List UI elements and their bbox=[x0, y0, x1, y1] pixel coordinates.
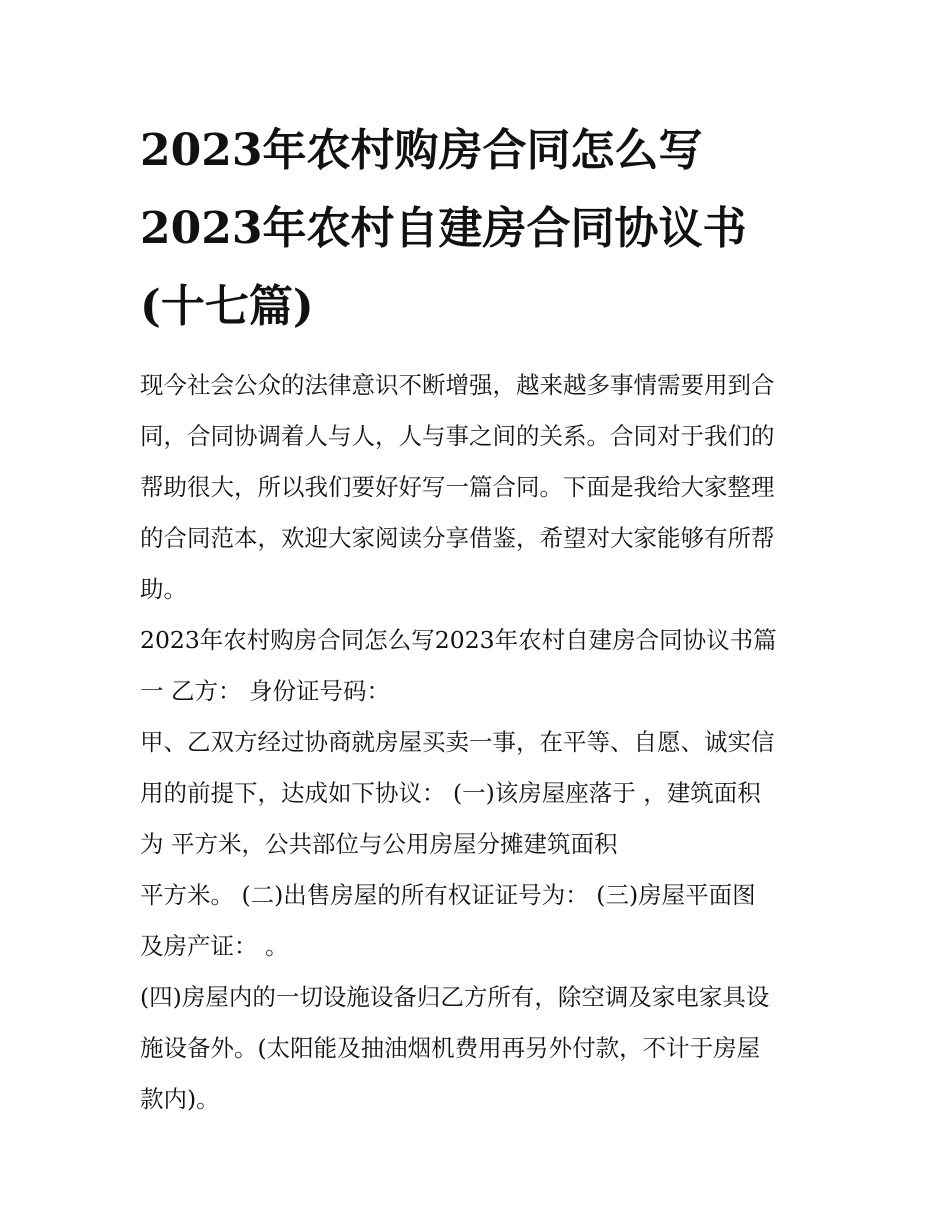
text-line: (四)房屋内的一切设施设备归乙方所有，除空调及家电家具设 bbox=[140, 983, 770, 1011]
title-line-3: (十七篇) bbox=[140, 281, 314, 332]
title-line-1: 2023年农村购房合同怎么写 bbox=[140, 125, 703, 176]
text-line: 2023年农村购房合同怎么写2023年农村自建房合同协议书篇 bbox=[140, 626, 777, 654]
section-heading-paragraph bbox=[140, 615, 820, 717]
agreement-paragraph bbox=[140, 717, 820, 972]
text-line: 甲、乙双方经过协商就房屋买卖一事，在平等、自愿、诚实信 bbox=[140, 728, 775, 756]
text-line: 施设备外。(太阳能及抽油烟机费用再另外付款，不计于房屋 bbox=[140, 1034, 761, 1062]
document-body bbox=[140, 360, 820, 1125]
text-line: 的合同范本，欢迎大家阅读分享借鉴，希望对大家能够有所帮 bbox=[140, 524, 775, 552]
text-line: 助。 bbox=[140, 575, 187, 603]
text-line: 现今社会公众的法律意识不断增强，越来越多事情需要用到合 bbox=[140, 371, 775, 399]
text-line: 为 平方米，公共部位与公用房屋分摊建筑面积 bbox=[140, 830, 618, 858]
text-line: 平方米。 (二)出售房屋的所有权证证号为： (三)房屋平面图 bbox=[140, 881, 756, 909]
text-line: 同，合同协调着人与人，人与事之间的关系。合同对于我们的 bbox=[140, 422, 775, 450]
text-line: 一 乙方： 身份证号码： bbox=[140, 677, 390, 705]
text-line: 帮助很大，所以我们要好好写一篇合同。下面是我给大家整理 bbox=[140, 473, 775, 501]
text-line: 用的前提下，达成如下协议： (一)该房屋座落于 ，建筑面积 bbox=[140, 779, 761, 807]
text-line: 款内)。 bbox=[140, 1085, 220, 1113]
document-title bbox=[140, 112, 820, 346]
facilities-paragraph bbox=[140, 972, 820, 1125]
intro-paragraph bbox=[140, 360, 820, 615]
text-line: 及房产证： 。 bbox=[140, 932, 289, 960]
title-line-2: 2023年农村自建房合同协议书 bbox=[140, 203, 747, 254]
document-page bbox=[140, 112, 820, 1125]
